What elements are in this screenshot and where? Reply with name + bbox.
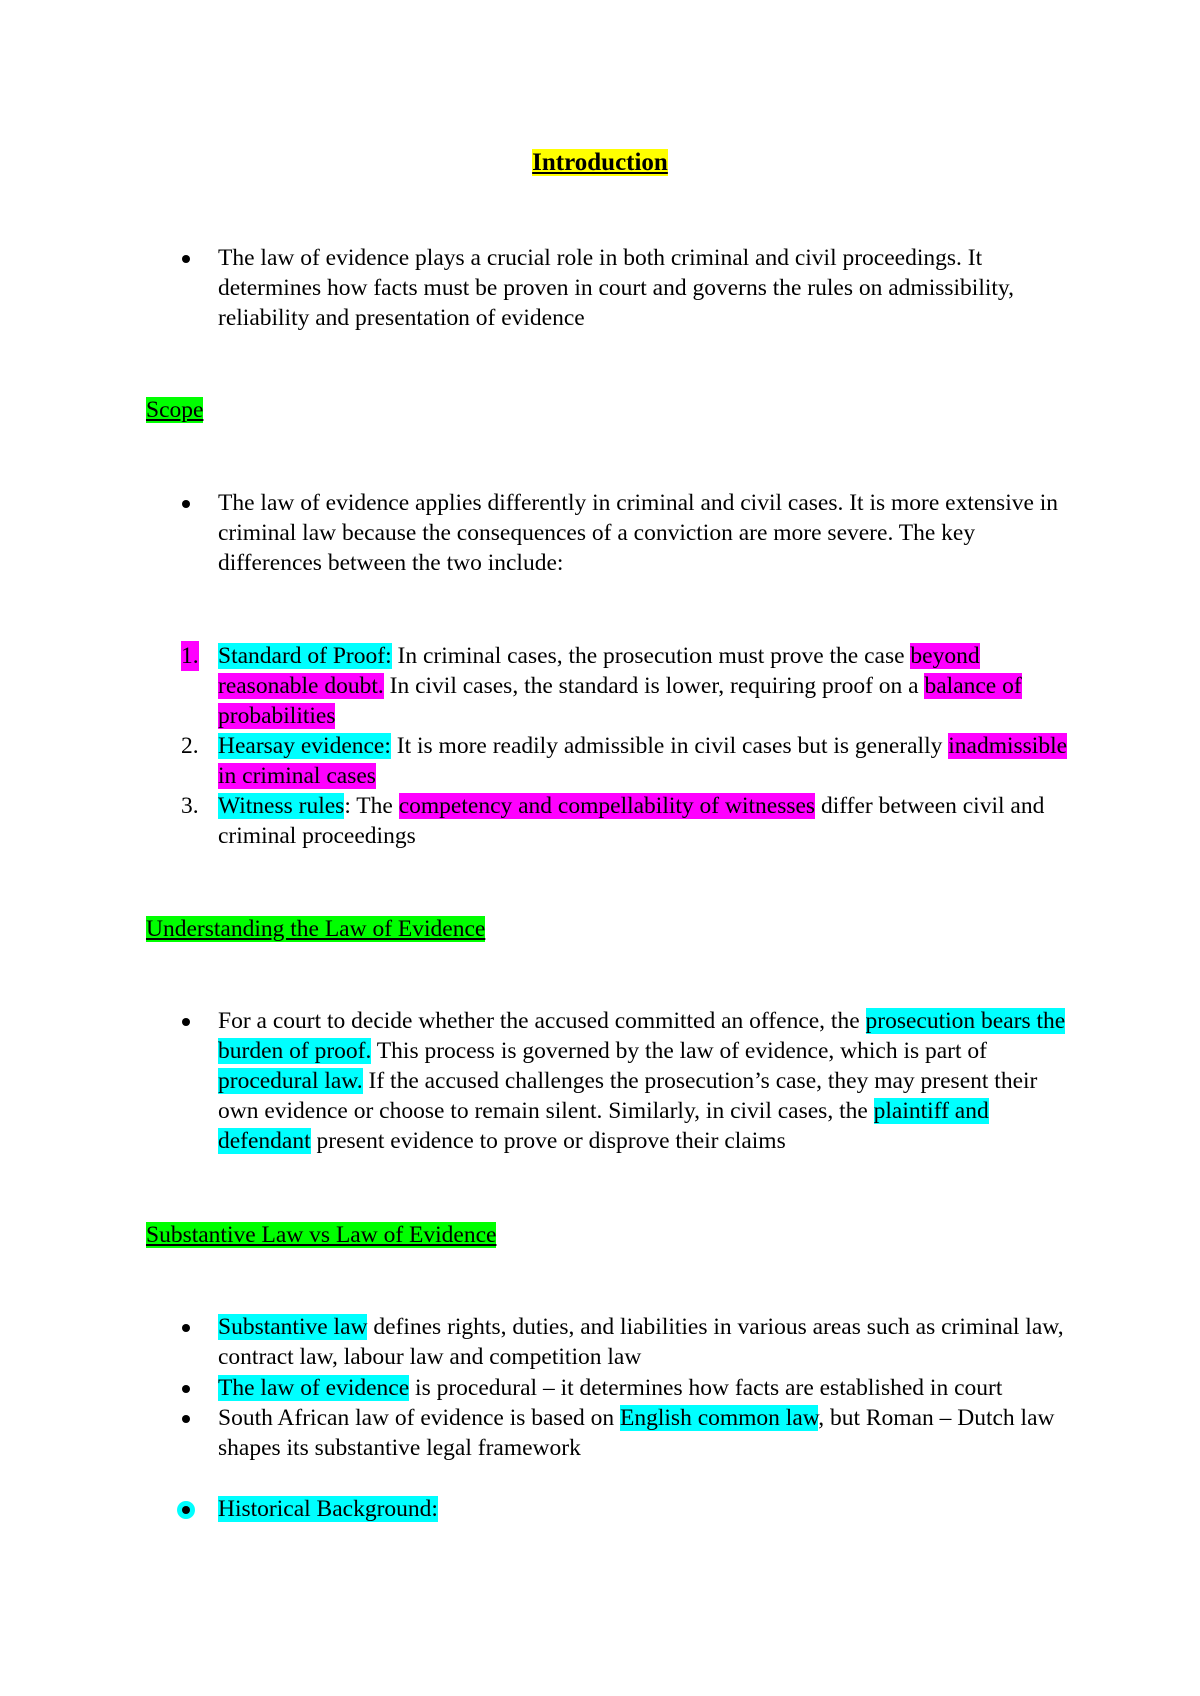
bullet-icon	[182, 1324, 190, 1332]
understanding-bullet: For a court to decide whether the accused committed an offence, the prosecution bears the burden of proof. This process is governed by the law of evidence, which is part of procedural law. If the accused challenges the prosecution’s case, they may present their own evidence or choose to remain silent. Similarly, in civil cases, the plaintiff and defendant present evidence to prove or disprove their claims	[218, 1006, 1068, 1156]
bullet-icon	[182, 1018, 190, 1026]
numbered-item-2: 2. Hearsay evidence: It is more readily admissible in civil cases but is generally inadmissible in criminal cases	[181, 733, 1068, 789]
substantive-bullet-1: Substantive law defines rights, duties, and liabilities in various areas such as criminal law, contract law, labour law and competition law	[218, 1312, 1068, 1372]
section-heading-scope: Scope	[146, 397, 204, 423]
bullet-icon	[182, 255, 190, 263]
numbered-item-3: 3. Witness rules: The competency and compellability of witnesses differ between civil and criminal proceedings	[181, 793, 1045, 849]
list-number: 1.	[181, 643, 199, 669]
numbered-item-1: 1. Standard of Proof: In criminal cases, the prosecution must prove the case beyond reasonable doubt. In civil cases, the standard is lower, requiring proof on a balance of probabilities	[181, 643, 1022, 729]
bullet-icon	[182, 1415, 190, 1423]
bullet-icon	[182, 500, 190, 508]
substantive-bullet-4: Historical Background:	[218, 1494, 1068, 1524]
bullet-icon	[182, 1506, 190, 1514]
scope-bullet: The law of evidence applies differently in criminal and civil cases. It is more extensive in criminal law because the consequences of a conviction are more severe. The key differences between the two include:	[218, 488, 1068, 578]
list-number: 3.	[181, 793, 199, 819]
section-heading-understanding: Understanding the Law of Evidence	[146, 916, 486, 942]
section-heading-substantive: Substantive Law vs Law of Evidence	[146, 1222, 497, 1248]
substantive-bullet-3: South African law of evidence is based on English common law, but Roman – Dutch law shapes its substantive legal framework	[218, 1403, 1068, 1463]
bullet-icon	[182, 1385, 190, 1393]
page-title: Introduction	[532, 149, 668, 176]
substantive-bullet-2: The law of evidence is procedural – it determines how facts are established in court	[218, 1373, 1068, 1403]
intro-bullet: The law of evidence plays a crucial role in both criminal and civil proceedings. It determines how facts must be proven in court and governs the rules on admissibility, reliability and presentation of evidence	[218, 243, 1068, 333]
list-number: 2.	[181, 733, 199, 759]
